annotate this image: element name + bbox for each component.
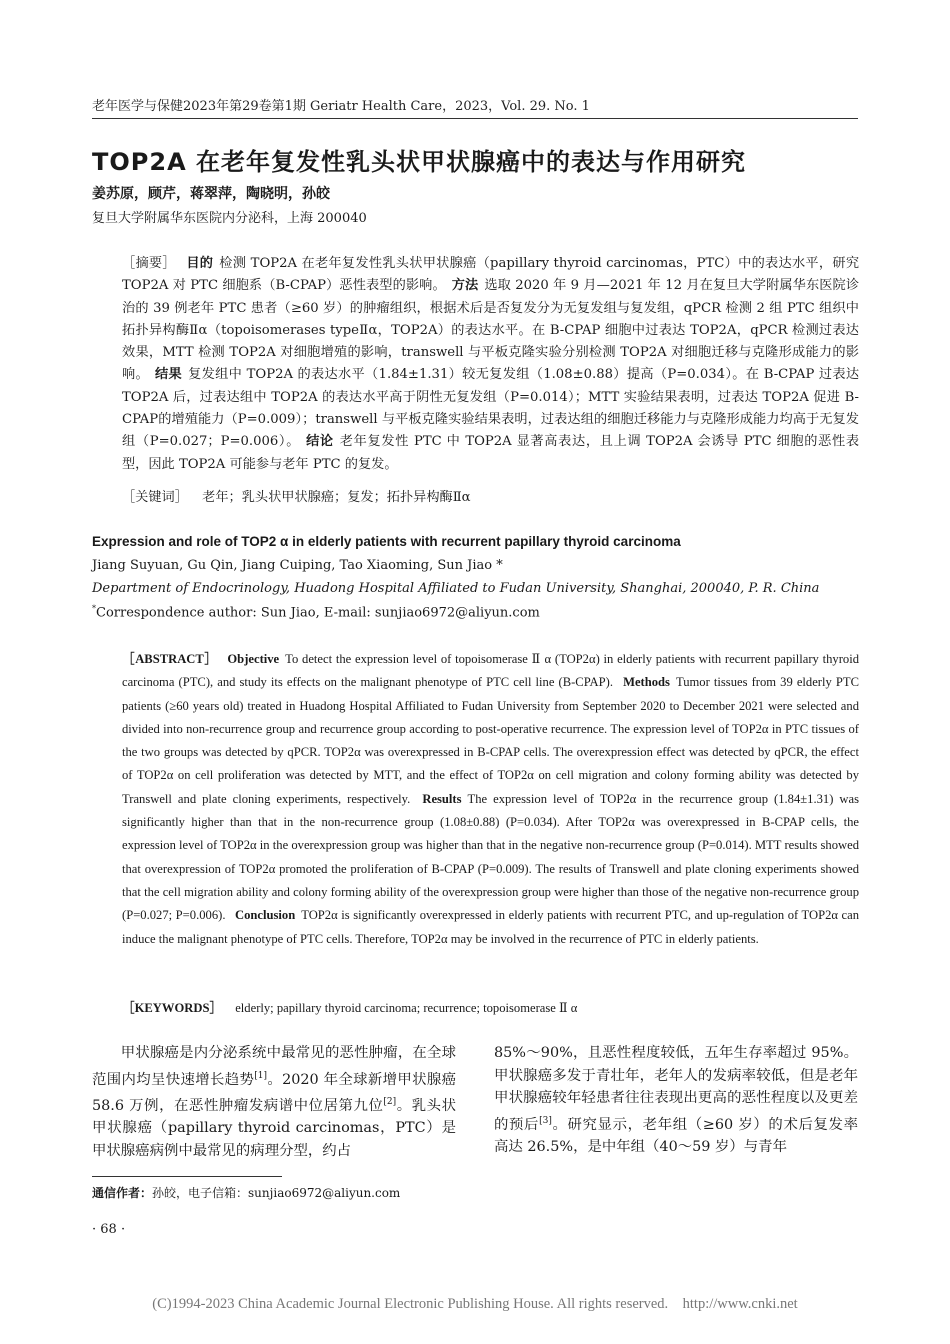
authors-cn: 姜苏原，顾芹，蒋翠萍，陶晓明，孙皎 [92,186,330,202]
header-divider [92,118,858,119]
english-affiliation: Department of Endocrinology, Huadong Hospital Affiliated to Fudan University, Shanghai, 200040, P. R. China [92,581,820,596]
correspondence-mark: * [92,604,96,613]
keywords-en-text: elderly; papillary thyroid carcinoma; recurrence; topoisomerase Ⅱ α [235,1001,578,1015]
copyright-watermark: (C)1994-2023 China Academic Journal Electronic Publishing House. All rights reserved. http://www.cnki.net [152,1296,798,1312]
abstract-en-label: ［ABSTRACT］ [122,652,218,666]
objective-label-cn: 目的 [186,256,214,271]
footnote-text: 孙皎，电子信箱：sunjiao6972@aliyun.com [152,1186,401,1200]
results-text-cn: 复发组中 TOP2A 的表达水平（1.84±1.31）较无复发组（1.08±0.88）提高（P=0.034）。在 B-CPAP 过表达 TOP2A 后，过表达组中 TOP2A 的表达水平高于阴性无复发组（P=0.014）；MTT 实验结果表明，过表达 TOP2A 促进 B-CPAP的增殖能力（P=0.009）；transwell 与平板克隆实验结果表明，过表达组的细胞迁移能力与克隆形成能力均高于无复发组（P=0.027；P=0.006）。 [122,367,860,450]
keywords-cn [122,486,859,505]
keywords-en [122,997,577,1016]
body-column-right [494,1042,858,1159]
body-left-p1: 甲状腺癌是内分泌系统中最常见的恶性肿瘤，在全球范围内均呈快速增长趋势 [92,1045,456,1088]
abstract-cn [122,253,859,476]
body-right-p1: 85%～90%，且恶性程度较低，五年生存率超过 95%。甲状腺癌多发于青壮年，老年人的发病率较低，但是老年甲状腺癌较年轻患者往往表现出更高的恶性程度以及更差的预后 [494,1045,858,1133]
correspondence-text: Correspondence author: Sun Jiao, E-mail: sunjiao6972@aliyun.com [96,605,540,621]
body-column-left [92,1042,456,1163]
english-correspondence [92,604,540,620]
body-right-p2: 。研究显示，老年组（≥60 岁）的术后复发率高达 26.5%，是中年组（40～59 岁）与青年 [494,1116,858,1156]
english-title: Expression and role of TOP2 α in elderly patients with recurrent papillary thyroid carcinoma [92,534,681,549]
footnote-divider [92,1176,282,1177]
citation-1[interactable]: [1] [254,1070,267,1081]
abstract-cn-label: ［摘要］ [122,256,176,271]
conclusion-text-cn: 老年复发性 PTC 中 TOP2A 显著高表达，且上调 TOP2A 会诱导 PTC 细胞的恶性表型，因此 TOP2A 可能参与老年 PTC 的复发。 [122,434,860,472]
objective-text-en: To detect the expression level of topoisomerase Ⅱ α (TOP2α) in elderly patients with recurrent papillary thyroid carcinoma (PTC), and study its effects on the malignant phenotype of PTC cell line (B-CPAP). [122,652,859,690]
conclusion-label-cn: 结论 [306,434,334,450]
page-title: TOP2A 在老年复发性乳头状甲状腺癌中的表达与作用研究 [92,148,746,176]
keywords-cn-label: ［关键词］ [122,490,188,505]
citation-3[interactable]: [3] [539,1115,552,1126]
body-left-p2: 。2020 年全球新增甲状腺癌 58.6 万例，在恶性肿瘤发病谱中位居第九位 [92,1071,456,1114]
results-text-en: The expression level of TOP2α in the recurrence group (1.84±1.31) was significantly higher than that in the non-recurrence group (1.08±0.88) (P=0.034). After TOP2α was overexpressed in B-CPAP cells, the expression level of TOP2α in the overexpression group was higher than that in the negative non-recurrence group (P=0.014). MTT results showed that overexpression of TOP2α promoted the proliferation of B-CPAP (P=0.009). The results of Transwell and plate cloning experiments showed that the cell migration ability and colony forming ability of the overexpression group were higher than those of the negative non-recurrence group (P=0.027; P=0.006). [122,791,859,923]
journal-header: 老年医学与保健2023年第29卷第1期 Geriatr Health Care，2023，Vol. 29. No. 1 [92,99,590,114]
abstract-en [122,648,859,951]
page-number: · 68 · [92,1222,126,1237]
methods-label-cn: 方法 [451,278,479,294]
english-authors: Jiang Suyuan, Gu Qin, Jiang Cuiping, Tao Xiaoming, Sun Jiao * [92,558,503,573]
results-label-en: Results [422,791,462,806]
conclusion-text-en: TOP2α is significantly overexpressed in elderly patients with recurrent PTC, and up-regulation of TOP2α can induce the malignant phenotype of PTC cells. Therefore, TOP2α may be involved in the recurrence of PTC in elderly patients. [122,908,859,946]
footnote [92,1184,400,1201]
methods-label-en: Methods [623,675,670,690]
methods-text-cn: 选取 2020 年 9 月—2021 年 12 月在复旦大学附属华东医院诊治的 39 例老年 PTC 患者（≥60 岁）的肿瘤组织，根据术后是否复发分为无复发组与复发组，qPCR 检测 2 组 PTC 组织中拓扑异构酶Ⅱα（topoisomerases typeⅡα，TOP2A）的表达水平。在 B-CPAP 细胞中过表达 TOP2A，qPCR 检测过表达效果，MTT 检测 TOP2A 对细胞增殖的影响，transwell 与平板克隆实验分别检测 TOP2A 对细胞迁移与克隆形成能力的影响。 [122,278,860,383]
body-left-p3: 。乳头状甲状腺癌（papillary thyroid carcinomas，PTC）是甲状腺癌病例中最常见的病理分型，约占 [92,1097,456,1159]
methods-text-en: Tumor tissues from 39 elderly PTC patients (≥60 years old) treated in Huadong Hospital Affiliated to Fudan University from September 2020 to December 2021 were selected and divided into non-recurrence group and recurrence group according to post-operative recurrence. The expression level of TOP2α in PTC tissues of the two groups was detected by qPCR. TOP2α was overexpressed in B-CPAP cells. The overexpression effect was detected by qPCR, the effect of TOP2α on cell proliferation was detected by MTT, and the effect of TOP2α on cell migration and colony forming ability was detected by Transwell and plate cloning experiments, respectively. [122,675,859,806]
citation-2[interactable]: [2] [383,1096,397,1107]
objective-text-cn: 检测 TOP2A 在老年复发性乳头状甲状腺癌（papillary thyroid carcinomas，PTC）中的表达水平，研究 TOP2A 对 PTC 细胞系（B-CPAP）恶性表型的影响。 [122,256,860,294]
keywords-en-label: ［KEYWORDS］ [122,1001,223,1015]
objective-label-en: Objective [227,652,280,666]
conclusion-label-en: Conclusion [235,908,296,923]
results-label-cn: 结果 [155,367,183,383]
affiliation-cn: 复旦大学附属华东医院内分泌科，上海 200040 [92,211,367,226]
footnote-label: 通信作者： [92,1186,153,1200]
keywords-cn-text: 老年；乳头状甲状腺癌；复发；拓扑异构酶Ⅱα [202,490,471,505]
